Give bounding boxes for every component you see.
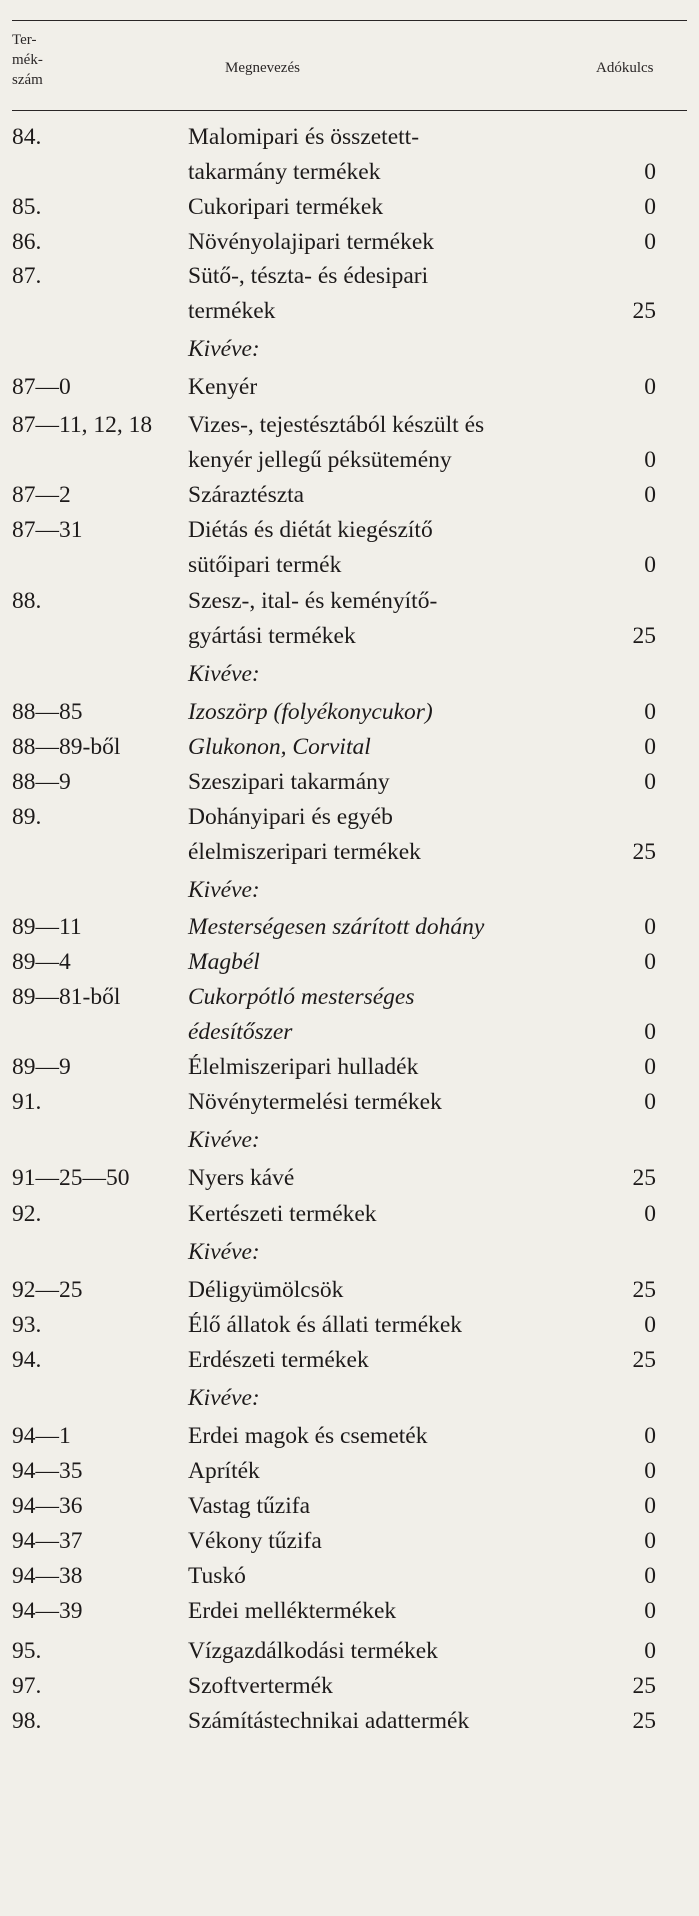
header-rate: Adókulcs bbox=[596, 60, 654, 76]
table-row bbox=[0, 120, 699, 154]
product-code: 84. bbox=[12, 124, 42, 150]
table-row bbox=[0, 190, 699, 224]
product-code: 91. bbox=[12, 1089, 42, 1115]
table-row bbox=[0, 513, 699, 547]
product-code: 86. bbox=[12, 229, 42, 255]
product-name: Apríték bbox=[188, 1458, 260, 1484]
tax-rate: 0 bbox=[644, 1019, 656, 1045]
tax-rate: 25 bbox=[632, 1673, 656, 1699]
product-name: Növénytermelési termékek bbox=[188, 1089, 442, 1115]
product-name: Erdei magok és csemeték bbox=[188, 1423, 428, 1449]
product-code: 89—4 bbox=[12, 949, 71, 975]
table-row bbox=[0, 873, 699, 907]
product-code: 94—39 bbox=[12, 1598, 83, 1624]
header-code bbox=[12, 30, 102, 90]
tax-rate: 0 bbox=[644, 1201, 656, 1227]
product-name: Magbél bbox=[188, 949, 260, 975]
product-name: Tuskó bbox=[188, 1563, 246, 1589]
table-row bbox=[0, 1454, 699, 1488]
product-name: Vastag tűzifa bbox=[188, 1493, 311, 1519]
tax-rate: 0 bbox=[644, 1312, 656, 1338]
product-code: 97. bbox=[12, 1673, 42, 1699]
table-row bbox=[0, 1161, 699, 1195]
tax-rate: 0 bbox=[644, 949, 656, 975]
tax-rate: 25 bbox=[632, 1347, 656, 1373]
header-code-line: mék- bbox=[12, 52, 43, 68]
product-name: Déligyümölcsök bbox=[188, 1277, 344, 1303]
product-code: 98. bbox=[12, 1708, 42, 1734]
table-row bbox=[0, 1489, 699, 1523]
table-row bbox=[0, 408, 699, 442]
tax-rate: 25 bbox=[632, 298, 656, 324]
product-name: Sütő-, tészta- és édesipari bbox=[188, 263, 429, 289]
product-code: 88—89-ből bbox=[12, 734, 121, 760]
tax-rate: 0 bbox=[644, 699, 656, 725]
table-row bbox=[0, 1669, 699, 1703]
product-name: Élő állatok és állati termékek bbox=[188, 1312, 463, 1338]
product-name: élelmiszeripari termékek bbox=[188, 839, 421, 865]
table-row bbox=[0, 765, 699, 799]
table-row bbox=[0, 1419, 699, 1453]
table-row bbox=[0, 1381, 699, 1415]
product-code: 94. bbox=[12, 1347, 42, 1373]
tax-rate: 0 bbox=[644, 194, 656, 220]
tax-rate: 0 bbox=[644, 1528, 656, 1554]
tax-rate: 0 bbox=[644, 447, 656, 473]
product-code: 93. bbox=[12, 1312, 42, 1338]
product-name: Szoftvertermék bbox=[188, 1673, 333, 1699]
product-name: Kivéve: bbox=[188, 1127, 260, 1153]
product-code: 92—25 bbox=[12, 1277, 83, 1303]
table-row bbox=[0, 1634, 699, 1668]
product-code: 87—2 bbox=[12, 482, 71, 508]
product-name: Növényolajipari termékek bbox=[188, 229, 435, 255]
table-row bbox=[0, 730, 699, 764]
product-name: Szesz-, ital- és keményítő- bbox=[188, 588, 438, 614]
tax-rate: 0 bbox=[644, 1563, 656, 1589]
product-code: 88—85 bbox=[12, 699, 83, 725]
product-code: 94—1 bbox=[12, 1423, 71, 1449]
tax-rate: 0 bbox=[644, 1089, 656, 1115]
table-row bbox=[0, 1704, 699, 1738]
header-name: Megnevezés bbox=[225, 60, 300, 76]
product-code: 95. bbox=[12, 1638, 42, 1664]
tax-rate: 0 bbox=[644, 1423, 656, 1449]
product-name: Dohányipari és egyéb bbox=[188, 804, 393, 830]
tax-rate: 25 bbox=[632, 1708, 656, 1734]
tax-rate: 0 bbox=[644, 1598, 656, 1624]
tax-rate: 0 bbox=[644, 1638, 656, 1664]
header-rule bbox=[12, 110, 687, 111]
tax-rate: 0 bbox=[644, 482, 656, 508]
product-name: Kivéve: bbox=[188, 1239, 260, 1265]
product-name: Kenyér bbox=[188, 374, 258, 400]
top-rule bbox=[12, 20, 687, 21]
product-name: édesítőszer bbox=[188, 1019, 293, 1045]
product-code: 88. bbox=[12, 588, 42, 614]
table-row bbox=[0, 443, 699, 477]
product-code: 89—81-ből bbox=[12, 984, 121, 1010]
table-row bbox=[0, 695, 699, 729]
product-name: Diétás és diétát kiegészítő bbox=[188, 517, 433, 543]
product-code: 87—0 bbox=[12, 374, 71, 400]
product-name: Erdészeti termékek bbox=[188, 1347, 369, 1373]
table-row bbox=[0, 1085, 699, 1119]
header-code-line: Ter- bbox=[12, 32, 37, 48]
product-name: Számítástechnikai adattermék bbox=[188, 1708, 470, 1734]
product-code: 91—25—50 bbox=[12, 1165, 130, 1191]
table-row bbox=[0, 657, 699, 691]
table-row bbox=[0, 1015, 699, 1049]
product-name: Vizes-, tejestésztából készült és bbox=[188, 412, 485, 438]
table-row bbox=[0, 225, 699, 259]
product-code: 87—11, 12, 18 bbox=[12, 412, 153, 438]
product-name: Mesterségesen szárított dohány bbox=[188, 914, 485, 940]
product-code: 85. bbox=[12, 194, 42, 220]
table-row bbox=[0, 1123, 699, 1157]
tax-rate: 0 bbox=[644, 1493, 656, 1519]
tax-rate: 0 bbox=[644, 1054, 656, 1080]
product-code: 89—11 bbox=[12, 914, 82, 940]
table-row bbox=[0, 1273, 699, 1307]
product-code: 94—37 bbox=[12, 1528, 83, 1554]
product-code: 92. bbox=[12, 1201, 42, 1227]
product-name: Élelmiszeripari hulladék bbox=[188, 1054, 419, 1080]
product-name: Cukorpótló mesterséges bbox=[188, 984, 415, 1010]
table-row bbox=[0, 835, 699, 869]
product-name: Erdei melléktermékek bbox=[188, 1598, 397, 1624]
product-code: 94—35 bbox=[12, 1458, 83, 1484]
table-row bbox=[0, 155, 699, 189]
product-name: Nyers kávé bbox=[188, 1165, 295, 1191]
tax-rate: 25 bbox=[632, 623, 656, 649]
table-row bbox=[0, 619, 699, 653]
product-code: 87—31 bbox=[12, 517, 83, 543]
product-name: kenyér jellegű péksütemény bbox=[188, 447, 452, 473]
tax-rate: 0 bbox=[644, 229, 656, 255]
product-name: Szeszipari takarmány bbox=[188, 769, 390, 795]
product-code: 88—9 bbox=[12, 769, 71, 795]
product-name: takarmány termékek bbox=[188, 159, 381, 185]
table-row bbox=[0, 800, 699, 834]
product-name: Kivéve: bbox=[188, 877, 260, 903]
product-name: Kivéve: bbox=[188, 661, 260, 687]
table-row bbox=[0, 980, 699, 1014]
table-row bbox=[0, 370, 699, 404]
table-row bbox=[0, 548, 699, 582]
product-code: 89. bbox=[12, 804, 42, 830]
tax-rate: 0 bbox=[644, 159, 656, 185]
product-name: Száraztészta bbox=[188, 482, 305, 508]
table-row bbox=[0, 945, 699, 979]
product-name: gyártási termékek bbox=[188, 623, 356, 649]
table-row bbox=[0, 584, 699, 618]
tax-rate: 0 bbox=[644, 734, 656, 760]
table-row bbox=[0, 332, 699, 366]
product-name: Kertészeti termékek bbox=[188, 1201, 377, 1227]
table-row bbox=[0, 1235, 699, 1269]
product-name: sütőipari termék bbox=[188, 552, 342, 578]
product-code: 89—9 bbox=[12, 1054, 71, 1080]
product-code: 87. bbox=[12, 263, 42, 289]
table-row bbox=[0, 1559, 699, 1593]
product-name: Glukonon, Corvital bbox=[188, 734, 371, 760]
table-row bbox=[0, 910, 699, 944]
tax-rate: 0 bbox=[644, 1458, 656, 1484]
tax-rate: 25 bbox=[632, 1165, 656, 1191]
product-name: Cukoripari termékek bbox=[188, 194, 384, 220]
table-row bbox=[0, 259, 699, 293]
product-name: Vízgazdálkodási termékek bbox=[188, 1638, 438, 1664]
table-row bbox=[0, 1308, 699, 1342]
product-name: Kivéve: bbox=[188, 336, 260, 362]
product-code: 94—38 bbox=[12, 1563, 83, 1589]
table-row bbox=[0, 1050, 699, 1084]
product-name: Kivéve: bbox=[188, 1385, 260, 1411]
table-row bbox=[0, 294, 699, 328]
table-row bbox=[0, 1594, 699, 1628]
table-row bbox=[0, 1343, 699, 1377]
tax-rate: 0 bbox=[644, 552, 656, 578]
table-row bbox=[0, 1524, 699, 1558]
tax-rate: 0 bbox=[644, 769, 656, 795]
product-name: Malomipari és összetett- bbox=[188, 124, 420, 150]
product-code: 94—36 bbox=[12, 1493, 83, 1519]
product-name: termékek bbox=[188, 298, 276, 324]
tax-rate: 0 bbox=[644, 374, 656, 400]
product-name: Izoszörp (folyékonycukor) bbox=[188, 699, 433, 725]
header-code-line: szám bbox=[12, 72, 43, 88]
table-row bbox=[0, 1197, 699, 1231]
tax-rate: 25 bbox=[632, 839, 656, 865]
tax-rate: 25 bbox=[632, 1277, 656, 1303]
product-name: Vékony tűzifa bbox=[188, 1528, 322, 1554]
table-row bbox=[0, 478, 699, 512]
tax-rate: 0 bbox=[644, 914, 656, 940]
